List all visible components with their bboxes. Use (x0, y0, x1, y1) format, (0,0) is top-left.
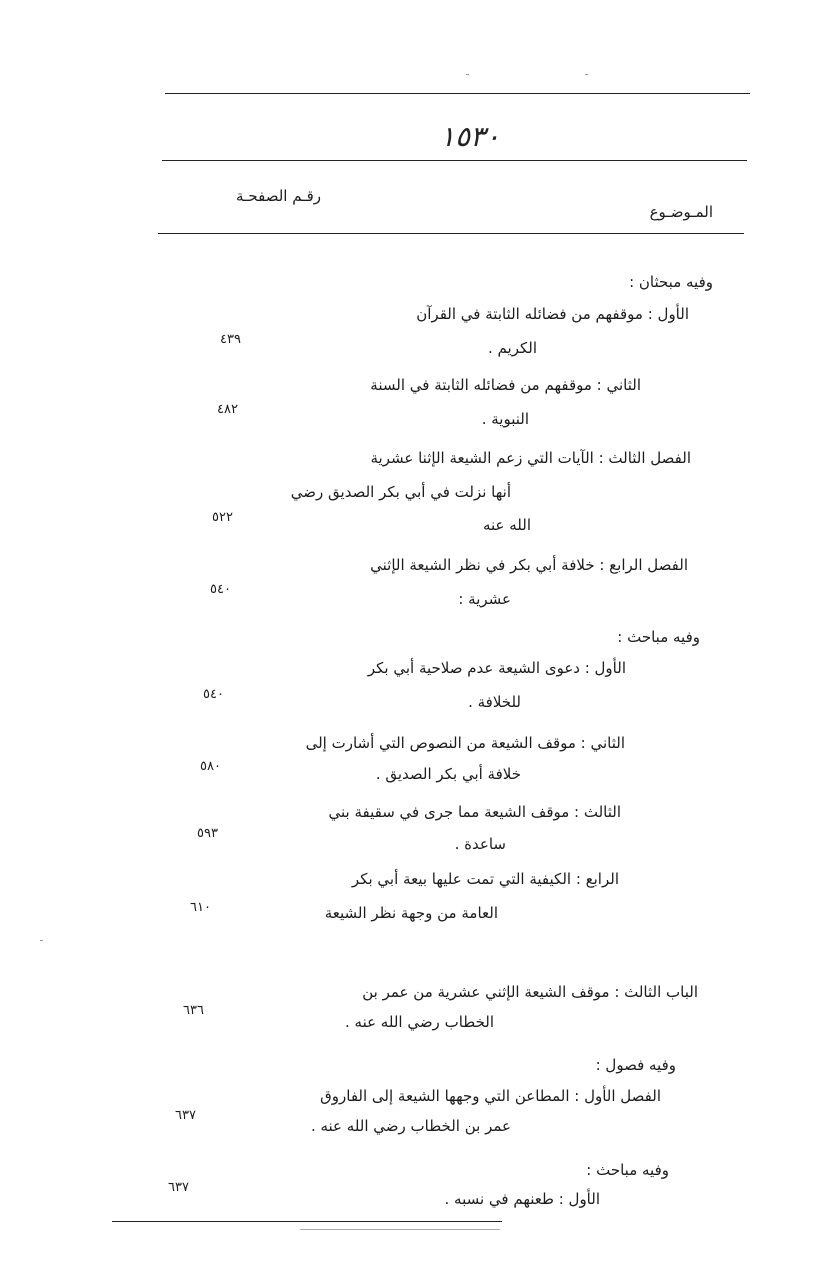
page-ref: ٦٣٦ (183, 1003, 204, 1018)
entry-line: الثاني : موقف الشيعة من النصوص التي أشارت إلى (305, 734, 625, 752)
entry-line: أنها نزلت في أبي بكر الصديق رضي (290, 483, 511, 501)
topic-column-header: المـوضـوع (649, 203, 713, 221)
footer-faint-rule (300, 1229, 500, 1230)
chapter-heading: الفصل الثالث : الآيات التي زعم الشيعة الإثنا عشرية (370, 449, 691, 467)
top-rule (165, 93, 750, 94)
entry-line: النبوية . (481, 410, 529, 428)
scan-speck (585, 74, 588, 75)
entry-line: عمر بن الخطاب رضي الله عنه . (310, 1117, 511, 1135)
entry-line: الكريم . (488, 339, 537, 357)
page-ref: ٥٤٠ (203, 687, 224, 702)
page-number: ١٥٣٠ (439, 120, 501, 153)
entry-line: خلافة أبي بكر الصديق . (375, 765, 521, 783)
page-ref: ٦٣٧ (175, 1108, 196, 1123)
entry-line: الثاني : موقفهم من فضائله الثابتة في السنة (370, 376, 641, 394)
entry-line: ساعدة . (454, 835, 506, 853)
entry-line: للخلافة . (468, 693, 521, 711)
entry-line: الرابع : الكيفية التي تمت عليها بيعة أبي بكر (351, 870, 619, 888)
page-ref: ٦٣٧ (168, 1180, 189, 1195)
footer-rule (112, 1221, 502, 1222)
scan-speck (466, 74, 469, 75)
page-ref: ٦١٠ (190, 900, 211, 915)
header-top-rule (162, 160, 747, 161)
page-ref: ٥٤٠ (210, 582, 231, 597)
entry-line: عشرية : (458, 590, 511, 608)
page-ref: ٥٢٢ (212, 510, 233, 525)
entry-line: العامة من وجهة نظر الشيعة (324, 904, 498, 922)
section-intro: وفيه مباحث : (586, 1161, 669, 1179)
part-heading: الباب الثالث : موقف الشيعة الإثني عشرية من عمر بن (362, 983, 698, 1001)
entry-line: الأول : طعنهم في نسبه . (444, 1190, 600, 1208)
page-ref: ٥٩٣ (197, 826, 218, 841)
section-intro: وفيه مبحثان : (629, 273, 713, 291)
scan-speck (40, 940, 43, 941)
entry-line: الأول : دعوى الشيعة عدم صلاحية أبي بكر (367, 659, 626, 677)
section-intro: وفيه فصول : (595, 1056, 676, 1074)
chapter-heading: الفصل الأول : المطاعن التي وجهها الشيعة إلى الفاروق (320, 1087, 661, 1105)
chapter-heading: الفصل الرابع : خلافة أبي بكر في نظر الشيعة الإثني (370, 556, 688, 574)
page-ref: ٥٨٠ (200, 759, 221, 774)
entry-line: الأول : موقفهم من فضائله الثابتة في القرآن (416, 305, 689, 323)
section-intro: وفيه مباحث : (617, 628, 700, 646)
header-bottom-rule (158, 233, 744, 234)
entry-line: الثالث : موقف الشيعة مما جرى في سقيفة بني (328, 803, 621, 821)
page-ref: ٤٣٩ (220, 332, 241, 347)
entry-line: الله عنه (482, 516, 531, 534)
entry-line: الخطاب رضي الله عنه . (344, 1013, 494, 1031)
page-column-header: رقـم الصفحـة (235, 187, 321, 205)
page-ref: ٤٨٢ (217, 402, 238, 417)
